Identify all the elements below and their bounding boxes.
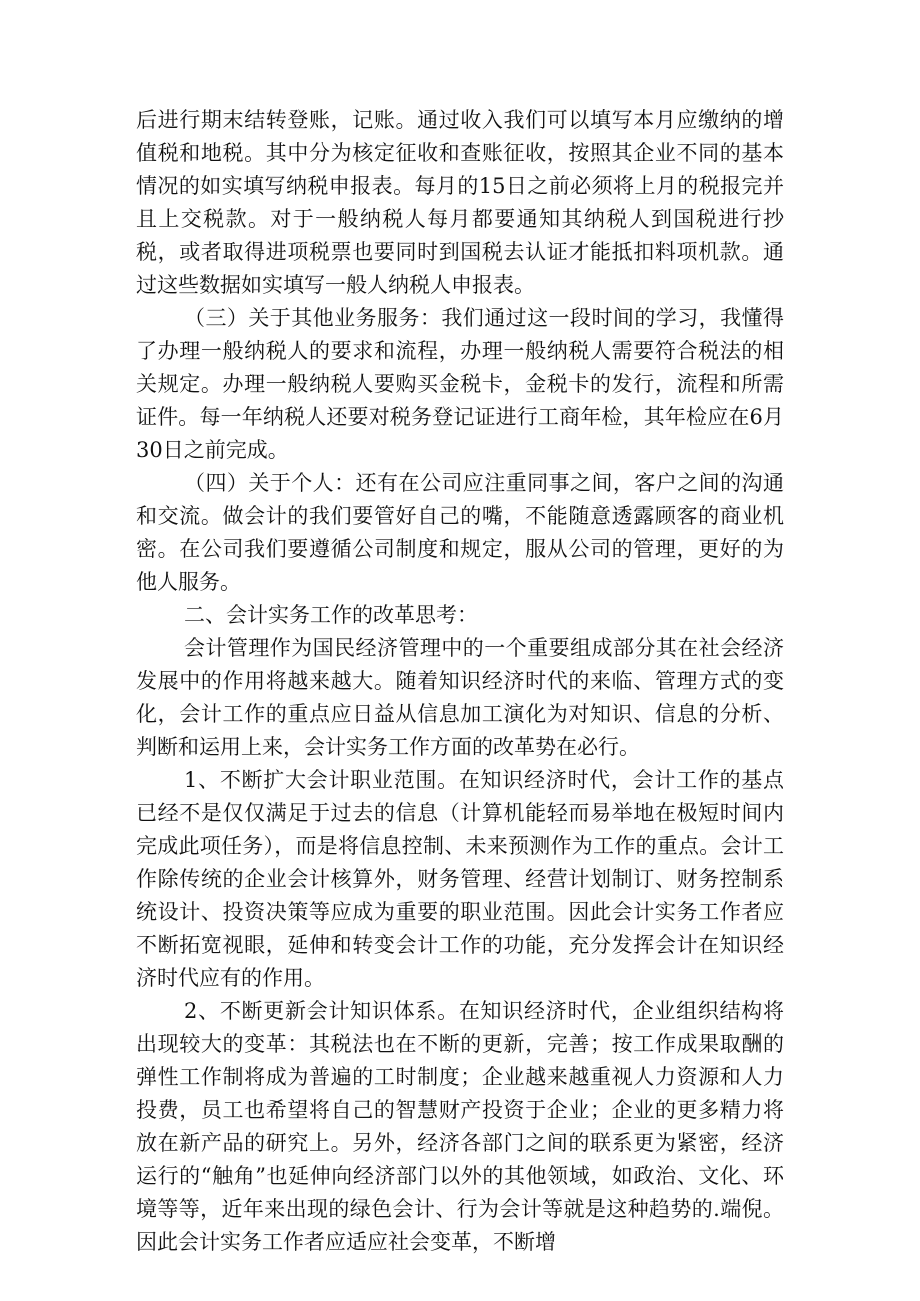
- document-page: [136, 104, 784, 1259]
- paragraph-continuation: 后进行期末结转登账，记账。通过收入我们可以填写本月应缴纳的增值税和地税。其中分为核定征收和查账征收，按照其企业不同的基本情况的如实填写纳税申报表。每月的15日之前必须将上月的税报完并且上交税款。对于一般纳税人每月都要通知其纳税人到国税进行抄税，或者取得进项税票也要同时到国税去认证才能抵扣料项机款。通过这些数据如实填写一般人纳税人申报表。: [136, 108, 784, 297]
- paragraph-personal: （四）关于个人：还有在公司应注重同事之间，客户之间的沟通和交流。做会计的我们要管好自己的嘴，不能随意透露顾客的商业机密。在公司我们要遵循公司制度和规定，服从公司的管理，更好的为他人服务。: [136, 471, 784, 594]
- paragraph-reform-intro: 会计管理作为国民经济管理中的一个重要组成部分其在社会经济发展中的作用将越来越大。随着知识经济时代的来临、管理方式的变化，会计工作的重点应日益从信息加工演化为对知识、信息的分析、判断和运用上来，会计实务工作方面的改革势在必行。: [136, 636, 784, 759]
- paragraph-knowledge: 2、不断更新会计知识体系。在知识经济时代，企业组织结构将出现较大的变革：其税法也在不断的更新，完善；按工作成果取酬的弹性工作制将成为普遍的工时制度；企业越来越重视人力资源和人力投费，员工也希望将自己的智慧财产投资于企业；企业的更多精力将放在新产品的研究上。另外，经济各部门之间的联系更为紧密，经济运行的“触角”也延伸向经济部门以外的其他领域，如政治、文化、环境等等，近年来出现的绿色会计、行为会计等就是这种趋势的.端倪。因此会计实务工作者应适应社会变革，不断增: [136, 999, 784, 1254]
- section-heading-reform: 二、会计实务工作的改革思考：: [184, 603, 478, 627]
- paragraph-scope: 1、不断扩大会计职业范围。在知识经济时代，会计工作的基点已经不是仅仅满足于过去的信息（计算机能轻而易举地在极短时间内完成此项任务），而是将信息控制、未来预测作为工作的重点。会计工作除传统的企业会计核算外，财务管理、经营计划制订、财务控制系统设计、投资决策等应成为重要的职业范围。因此会计实务工作者应不断拓宽视眼，延伸和转变会计工作的功能，充分发挥会计在知识经济时代应有的作用。: [136, 768, 784, 990]
- paragraph-other-services: （三）关于其他业务服务：我们通过这一段时间的学习，我懂得了办理一般纳税人的要求和流程，办理一般纳税人需要符合税法的相关规定。办理一般纳税人要购买金税卡，金税卡的发行，流程和所需证件。每一年纳税人还要对税务登记证进行工商年检，其年检应在6月30日之前完成。: [136, 306, 784, 462]
